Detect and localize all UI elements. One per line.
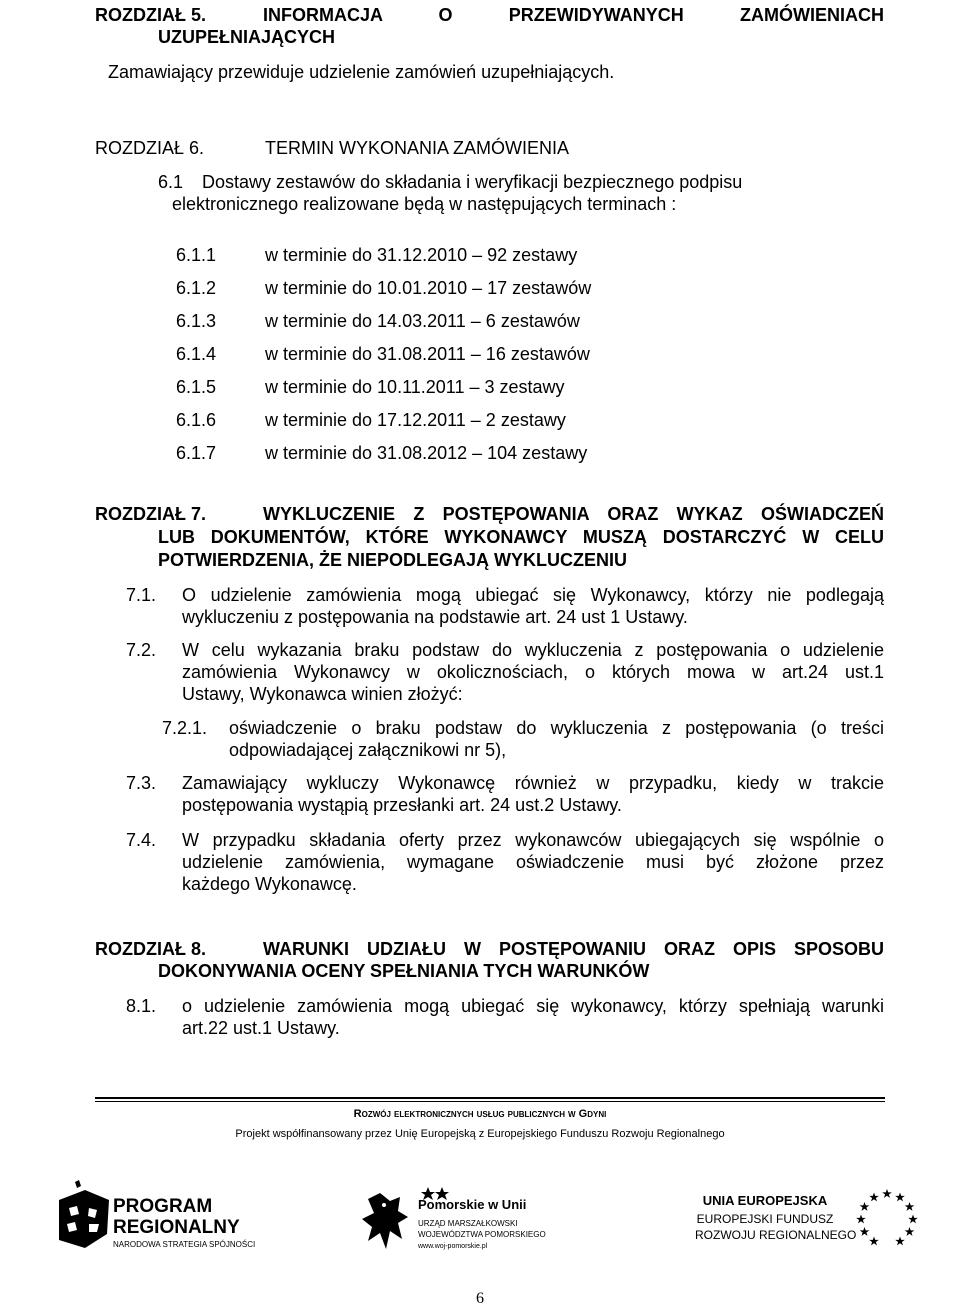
term-item-number: 6.1.4 [176, 344, 217, 364]
logo-pomorskie-line1: Pomorskie w Unii [418, 1197, 527, 1212]
paragraph-7-2-line2: zamówienia Wykonawcy w okolicznościach, o których mowa w art.24 ust.1 [182, 662, 884, 682]
paragraph-8-1-number: 8.1. [126, 996, 157, 1016]
term-item-number: 6.1.1 [176, 245, 217, 265]
paragraph-6-1-line1: Dostawy zestawów do składania i weryfikacji bezpiecznego podpisu [202, 172, 743, 192]
paragraph-7-3-line1: Zamawiający wykluczy Wykonawcę również w przypadku, kiedy w trakcie [182, 773, 884, 793]
paragraph-7-2-line1: W celu wykazania braku podstaw do wykluczenia z postępowania o udzielenie [182, 640, 884, 660]
logo-pomorskie-line2: URZĄD MARSZAŁKOWSKI [418, 1219, 518, 1228]
paragraph-7-4-line1: W przypadku składania oferty przez wykonawców ubiegających się wspólnie o [182, 830, 884, 850]
chapter-6-number: ROZDZIAŁ 6. [95, 138, 205, 158]
logo-program-line2: REGIONALNY [113, 1217, 240, 1238]
program-regionalny-emblem-icon [55, 1178, 111, 1256]
paragraph-7-4-line2: udzielenie zamówienia, wymagane oświadczenie musi być złożone przez [182, 852, 884, 872]
footer-rule [95, 1097, 885, 1099]
term-item-text: w terminie do 14.03.2011 – 6 zestawów [265, 311, 580, 331]
logo-program-line1: PROGRAM [113, 1196, 213, 1217]
footer-project-title: Rozwój elektronicznych usług publicznych w Gdyni [353, 1108, 607, 1120]
paragraph-7-2-1-line2: odpowiadającej załącznikowi nr 5), [229, 740, 507, 760]
paragraph-6-1-number: 6.1 [158, 172, 184, 192]
paragraph-7-4-line3: każdego Wykonawcę. [182, 874, 357, 894]
paragraph-8-1-line2: art.22 ust.1 Ustawy. [182, 1018, 340, 1038]
term-item-text: w terminie do 17.12.2011 – 2 zestawy [265, 410, 566, 430]
paragraph-7-2-1-line1: oświadczenie o braku podstaw do wykluczenia z postępowania (o treści [229, 718, 884, 738]
term-item-number: 6.1.6 [176, 410, 217, 430]
chapter-7-title-line2: LUB DOKUMENTÓW, KTÓRE WYKONAWCY MUSZĄ DOSTARCZYĆ W CELU [158, 527, 884, 547]
eu-flag-icon [845, 1185, 929, 1247]
paragraph-8-1-line1: o udzielenie zamówienia mogą ubiegać się wykonawcy, którzy spełniają warunki [182, 996, 884, 1016]
term-item-number: 6.1.2 [176, 278, 217, 298]
logo-pomorskie [360, 1185, 560, 1255]
paragraph-7-2-1-number: 7.2.1. [162, 718, 208, 738]
chapter-7-number: ROZDZIAŁ 7. [95, 504, 206, 524]
footer-rule-thin [95, 1101, 885, 1102]
chapter-7-title-line1: WYKLUCZENIE Z POSTĘPOWANIA ORAZ WYKAZ OŚWIADCZEŃ [263, 504, 884, 524]
chapter-6-title: TERMIN WYKONANIA ZAMÓWIENIA [265, 138, 570, 158]
term-item-text: w terminie do 31.12.2010 – 92 zestawy [265, 245, 578, 265]
chapter-8-title-line2: DOKONYWANIA OCENY SPEŁNIANIA TYCH WARUNKÓW [158, 961, 650, 981]
logo-ue-line2: EUROPEJSKI FUNDUSZ [696, 1212, 834, 1226]
paragraph-6-1-line2: elektronicznego realizowane będą w następujących terminach : [172, 194, 677, 214]
chapter-8-title-line1: WARUNKI UDZIAŁU W POSTĘPOWANIU ORAZ OPIS SPOSOBU [263, 939, 884, 959]
logo-unia-europejska [695, 1183, 935, 1263]
paragraph-7-1-number: 7.1. [126, 585, 157, 605]
paragraph-7-1-line2: wykluczeniu z postępowania na podstawie art. 24 ust 1 Ustawy. [182, 607, 688, 627]
griffin-coat-of-arms-icon [360, 1191, 412, 1251]
paragraph-7-3-line2: postępowania wystąpią przesłanki art. 24 ust.2 Ustawy. [182, 795, 622, 815]
chapter-7-title-line3: POTWIERDZENIA, ŻE NIEPODLEGAJĄ WYKLUCZENIU [158, 550, 628, 570]
logo-program-line3: NARODOWA STRATEGIA SPÓJNOŚCI [113, 1240, 256, 1249]
term-item-number: 6.1.7 [176, 443, 217, 463]
logo-program-regionalny [55, 1178, 295, 1258]
footer-cofinance-text: Projekt współfinansowany przez Unię Europejską z Europejskiego Funduszu Rozwoju Regionalnego [235, 1128, 725, 1140]
logo-ue-line1: UNIA EUROPEJSKA [702, 1193, 828, 1208]
logo-ue-line3: ROZWOJU REGIONALNEGO [695, 1228, 857, 1242]
paragraph-7-2-number: 7.2. [126, 640, 157, 660]
term-item-text: w terminie do 10.11.2011 – 3 zestawy [265, 377, 565, 397]
page-number: 6 [476, 1290, 484, 1307]
chapter-5-title-line1: INFORMACJA O PRZEWIDYWANYCH ZAMÓWIENIACH [263, 5, 884, 25]
chapter-8-number: ROZDZIAŁ 8. [95, 939, 206, 959]
term-item-number: 6.1.3 [176, 311, 217, 331]
paragraph-7-3-number: 7.3. [126, 773, 157, 793]
chapter-5-title-line2: UZUPEŁNIAJĄCYCH [158, 27, 336, 47]
paragraph-7-4-number: 7.4. [126, 830, 157, 850]
paragraph-7-1-line1: O udzielenie zamówienia mogą ubiegać się Wykonawcy, którzy nie podlegają [182, 585, 884, 605]
term-item-text: w terminie do 10.01.2010 – 17 zestawów [265, 278, 592, 298]
chapter-5-text: Zamawiający przewiduje udzielenie zamówień uzupełniających. [108, 62, 615, 82]
logo-pomorskie-line3: WOJEWÓDZTWA POMORSKIEGO [418, 1230, 546, 1239]
paragraph-7-2-line3: Ustawy, Wykonawca winien złożyć: [182, 684, 463, 704]
term-item-text: w terminie do 31.08.2012 – 104 zestawy [265, 443, 588, 463]
logo-pomorskie-line4: www.woj-pomorskie.pl [418, 1243, 488, 1250]
chapter-5-number: ROZDZIAŁ 5. [95, 5, 206, 25]
term-item-text: w terminie do 31.08.2011 – 16 zestawów [265, 344, 590, 364]
term-item-number: 6.1.5 [176, 377, 217, 397]
